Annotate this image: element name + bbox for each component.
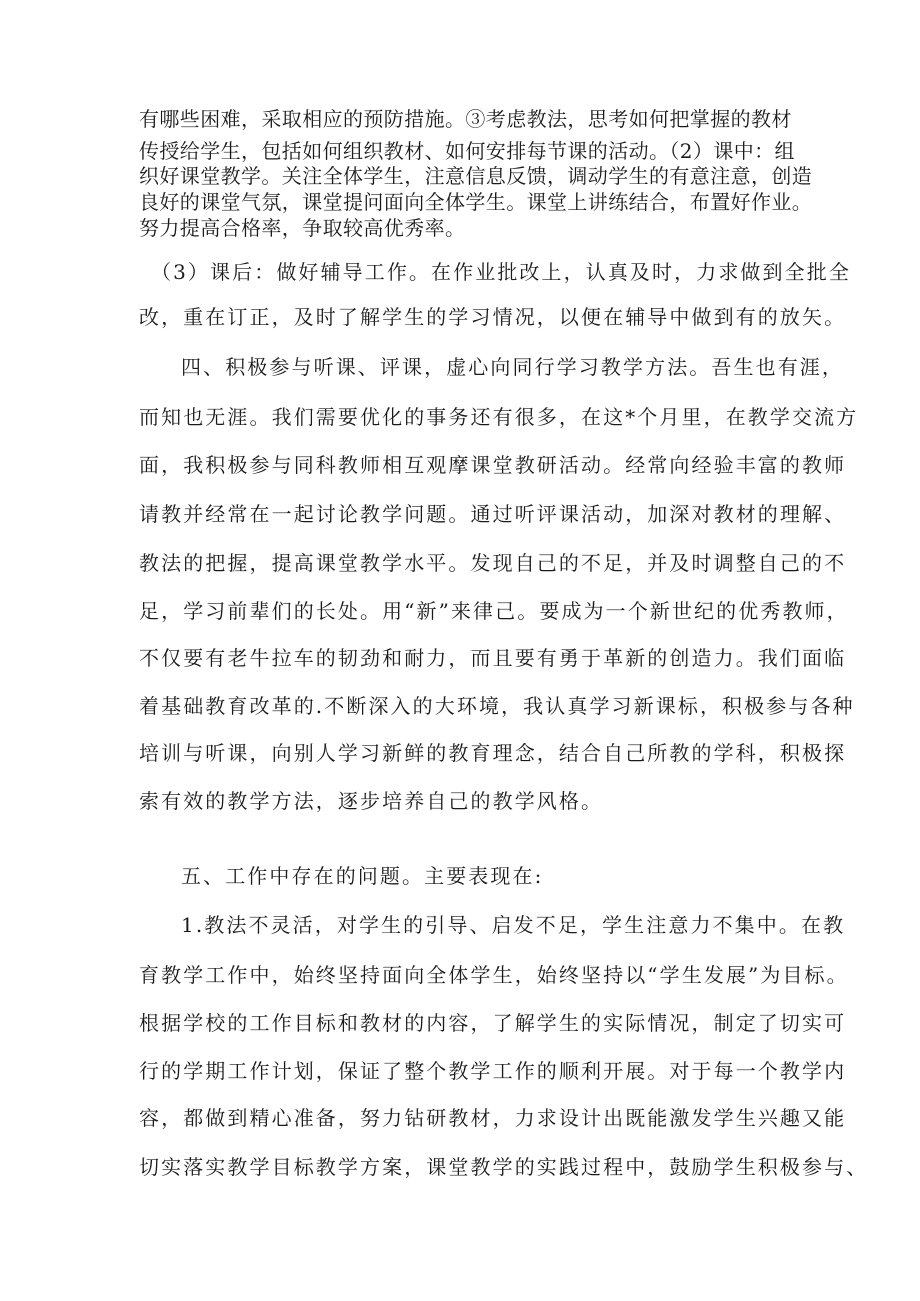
after-class-line: （3）课后：做好辅导工作。在作业批改上，认真及时，力求做到全批全	[151, 260, 851, 284]
section-four-line: 着基础教育改革的.不断深入的大环境，我认真学习新课标，积极参与各种	[139, 694, 855, 718]
intro-line: 有哪些困难，采取相应的预防措施。③考虑教法，思考如何把掌握的教材	[139, 107, 792, 131]
section-four-line: 教法的把握，提高课堂教学水平。发现自己的不足，并及时调整自己的不	[139, 551, 847, 575]
intro-line: 织好课堂教学。关注全体学生，注意信息反馈，调动学生的有意注意，创造	[139, 164, 813, 188]
section-four-heading: 四、积极参与听课、评课，虚心向同行学习教学方法。吾生也有涯，	[181, 355, 844, 379]
section-five-line: 根据学校的工作目标和教材的内容，了解学生的实际情况，制定了切实可	[139, 1011, 847, 1035]
intro-line: 传授给学生，包括如何组织教材、如何安排每节课的活动。（2）课中：组	[139, 139, 795, 163]
section-five-heading: 五、工作中存在的问题。主要表现在:	[181, 864, 544, 888]
intro-line: 良好的课堂气氛，课堂提问面向全体学生。课堂上讲练结合，布置好作业。	[139, 190, 813, 214]
section-five-line: 切实落实教学目标教学方案，课堂教学的实践过程中，鼓励学生积极参与、	[139, 1155, 869, 1179]
section-four-line: 培训与听课，向别人学习新鲜的教育理念，结合自己所教的学科，积极探	[139, 741, 847, 765]
section-five-line: 容，都做到精心准备，努力钻研教材，力求设计出既能激发学生兴趣又能	[139, 1106, 847, 1130]
section-four-line: 足，学习前辈们的长处。用“新”来律己。要成为一个新世纪的优秀教师，	[139, 599, 849, 623]
section-five-line: 行的学期工作计划，保证了整个教学工作的顺利开展。对于每一个教学内	[139, 1059, 847, 1083]
intro-line: 努力提高合格率，争取较高优秀率。	[139, 216, 466, 240]
section-four-line: 不仅要有老牛拉车的韧劲和耐力，而且要有勇于革新的创造力。我们面临	[139, 646, 847, 670]
section-four-line: 索有效的教学方法，逐步培养自己的教学风格。	[139, 789, 604, 813]
after-class-line: 改，重在订正，及时了解学生的学习情况，以便在辅导中做到有的放矢。	[139, 305, 847, 329]
section-four-line: 请教并经常在一起讨论教学问题。通过听评课活动，加深对教材的理解、	[139, 502, 847, 526]
section-five-line: 育教学工作中，始终坚持面向全体学生，始终坚持以“学生发展”为目标。	[139, 963, 849, 987]
section-four-line: 而知也无涯。我们需要优化的事务还有很多，在这*个月里，在教学交流方	[139, 405, 859, 429]
section-four-line: 面，我积极参与同科教师相互观摩课堂教研活动。经常向经验丰富的教师	[139, 453, 847, 477]
section-five-line: 1.教法不灵活，对学生的引导、启发不足，学生注意力不集中。在教	[181, 913, 846, 937]
